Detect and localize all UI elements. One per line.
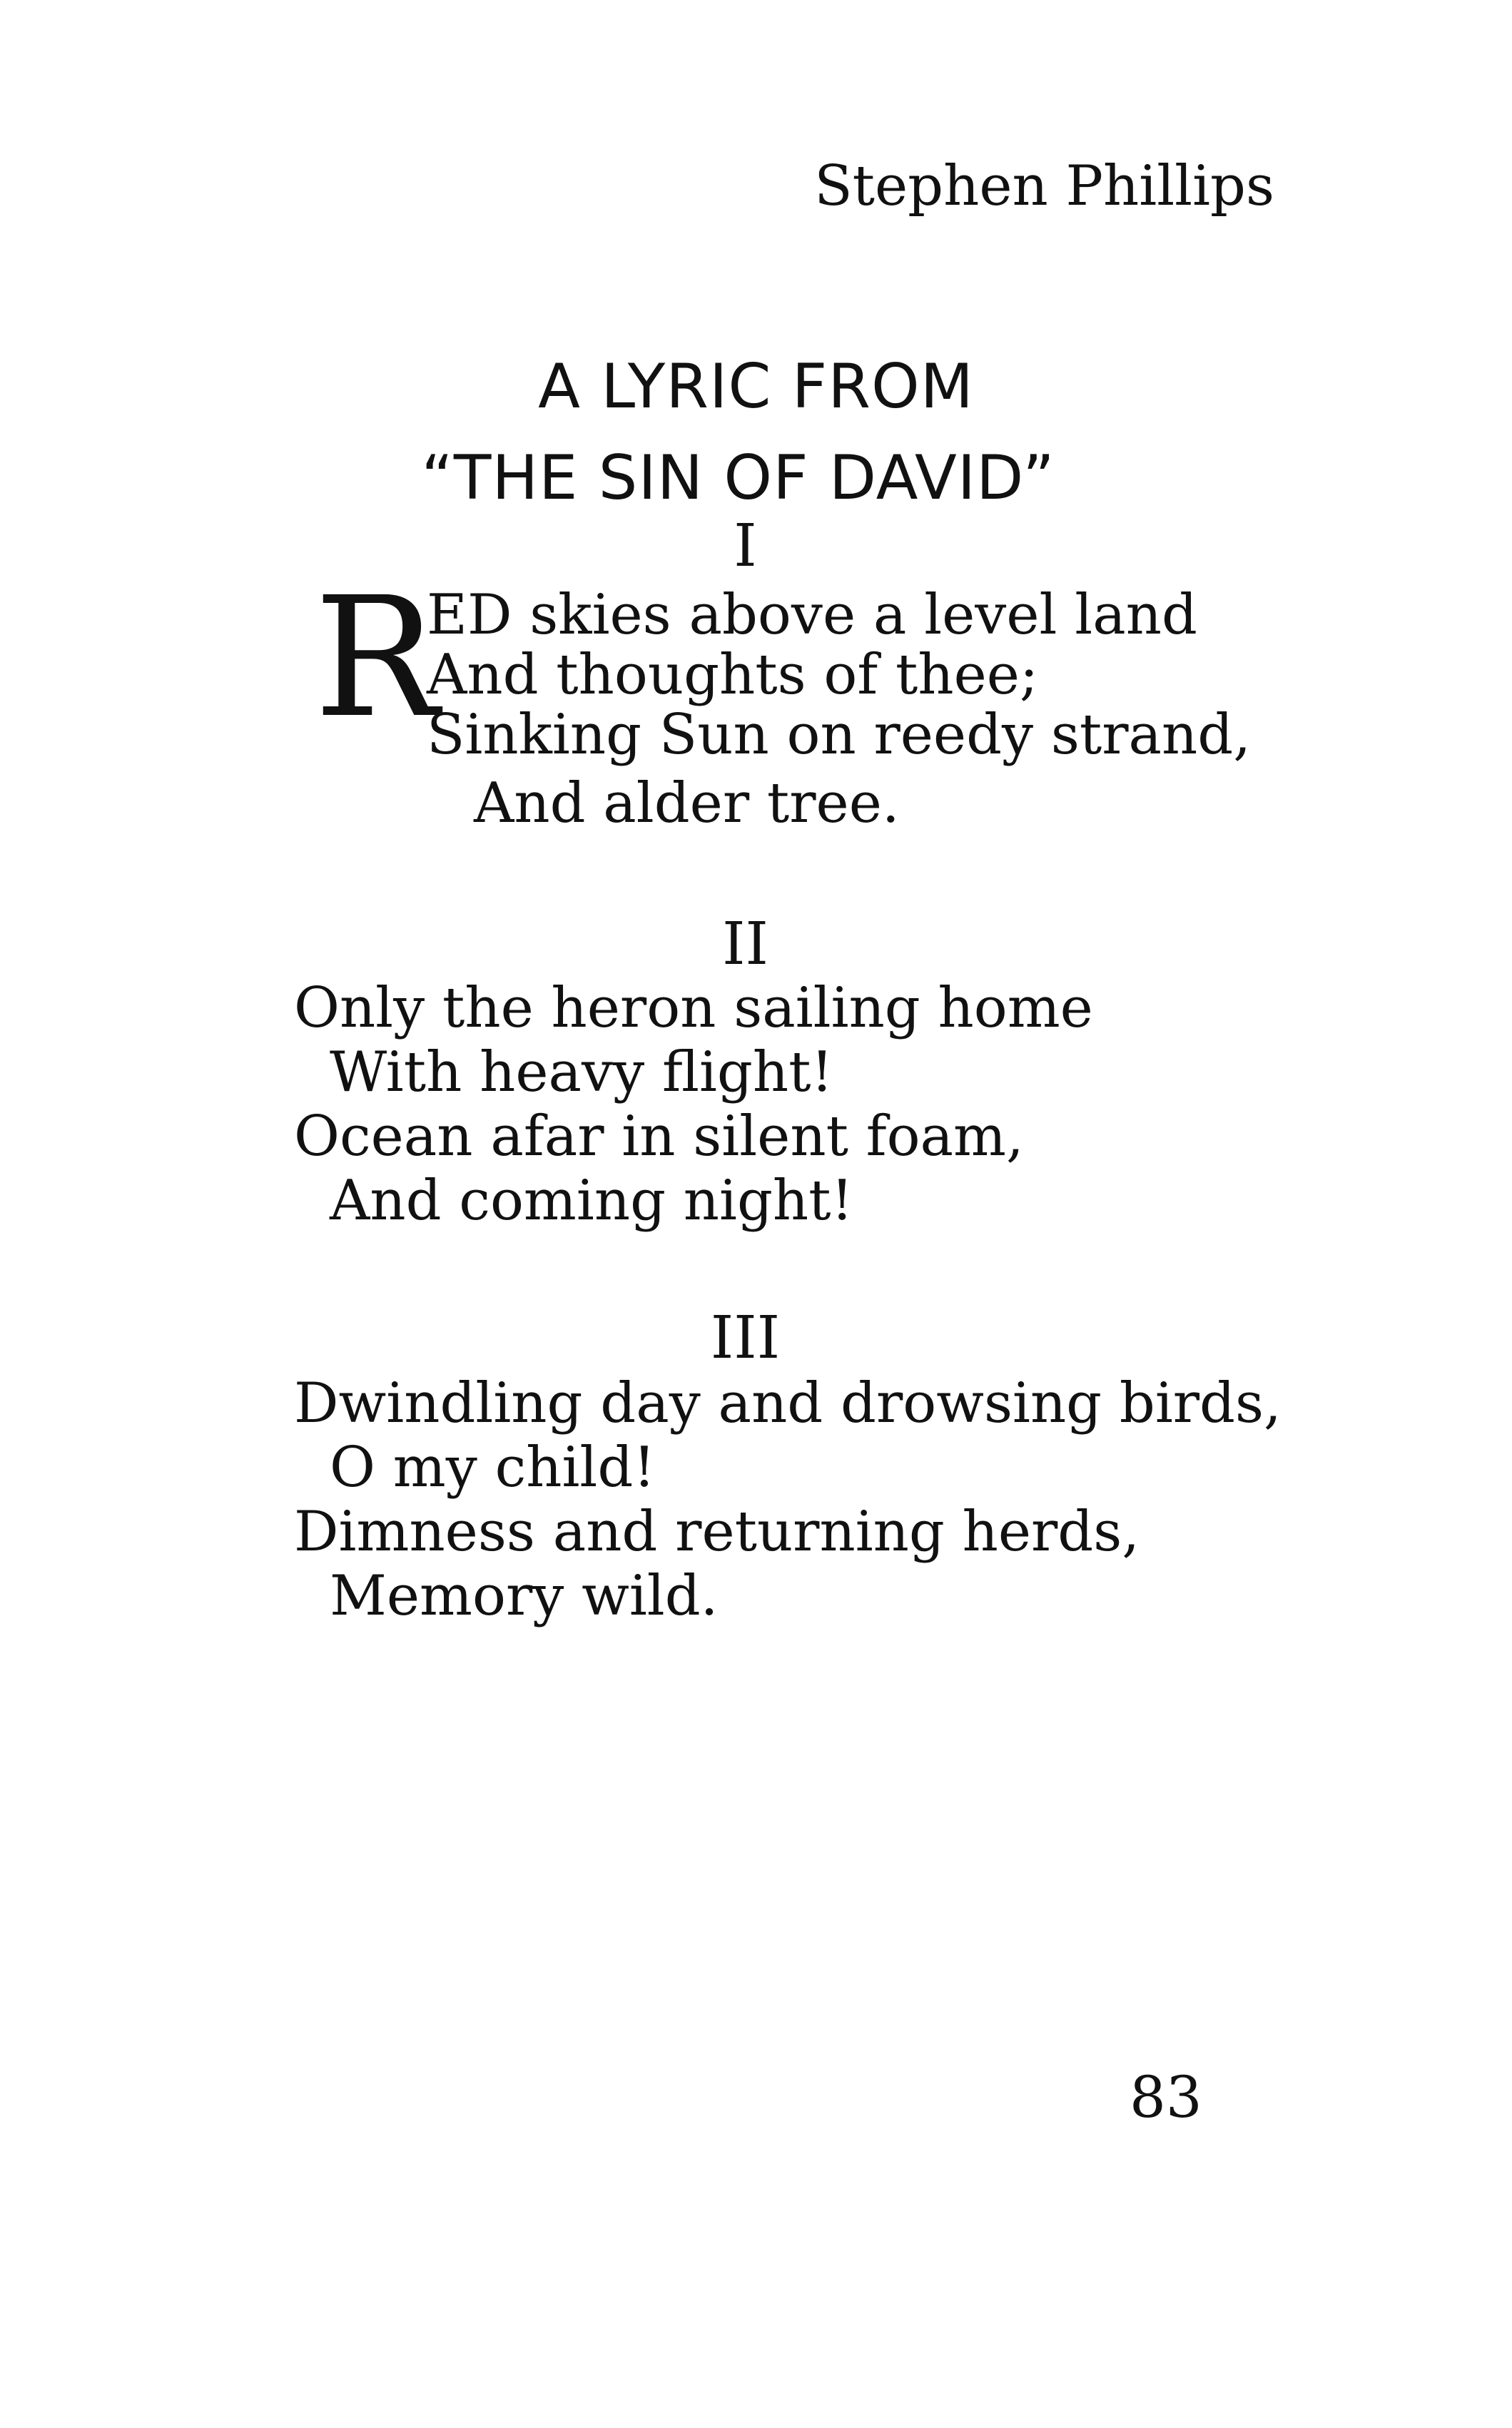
poem-title-line-1: A LYRIC FROM bbox=[538, 351, 974, 422]
stanza-1-line-4: And alder tree. bbox=[474, 771, 900, 835]
stanza-1 bbox=[427, 585, 1251, 765]
running-head-author: Stephen Phillips bbox=[814, 154, 1274, 218]
stanza-3-line-1: Dwindling day and drowsing birds, bbox=[294, 1371, 1282, 1436]
drop-cap: R bbox=[314, 562, 439, 754]
stanza-2 bbox=[294, 976, 1093, 1233]
stanza-3 bbox=[294, 1371, 1282, 1628]
page-number: 83 bbox=[1130, 2064, 1202, 2130]
stanza-numeral-1: I bbox=[734, 512, 757, 580]
stanza-numeral-2: II bbox=[722, 910, 768, 978]
stanza-2-line-4: And coming night! bbox=[330, 1169, 853, 1233]
stanza-3-line-4: Memory wild. bbox=[330, 1564, 719, 1628]
stanza-1-line-3: Sinking Sun on reedy strand, bbox=[427, 703, 1251, 767]
stanza-1-line-1: ED skies above a level land bbox=[427, 583, 1197, 647]
stanza-3-line-3: Dimness and returning herds, bbox=[294, 1500, 1140, 1564]
stanza-numeral-3: III bbox=[710, 1304, 781, 1372]
stanza-2-line-2: With heavy flight! bbox=[330, 1040, 833, 1104]
poem-title-line-2: “THE SIN OF DAVID” bbox=[421, 442, 1055, 514]
stanza-1-line-2: And thoughts of thee; bbox=[427, 643, 1039, 707]
stanza-2-line-1: Only the heron sailing home bbox=[294, 976, 1093, 1040]
poem-title bbox=[0, 341, 1512, 524]
stanza-3-line-2: O my child! bbox=[330, 1436, 656, 1500]
stanza-2-line-3: Ocean afar in silent foam, bbox=[294, 1104, 1024, 1169]
